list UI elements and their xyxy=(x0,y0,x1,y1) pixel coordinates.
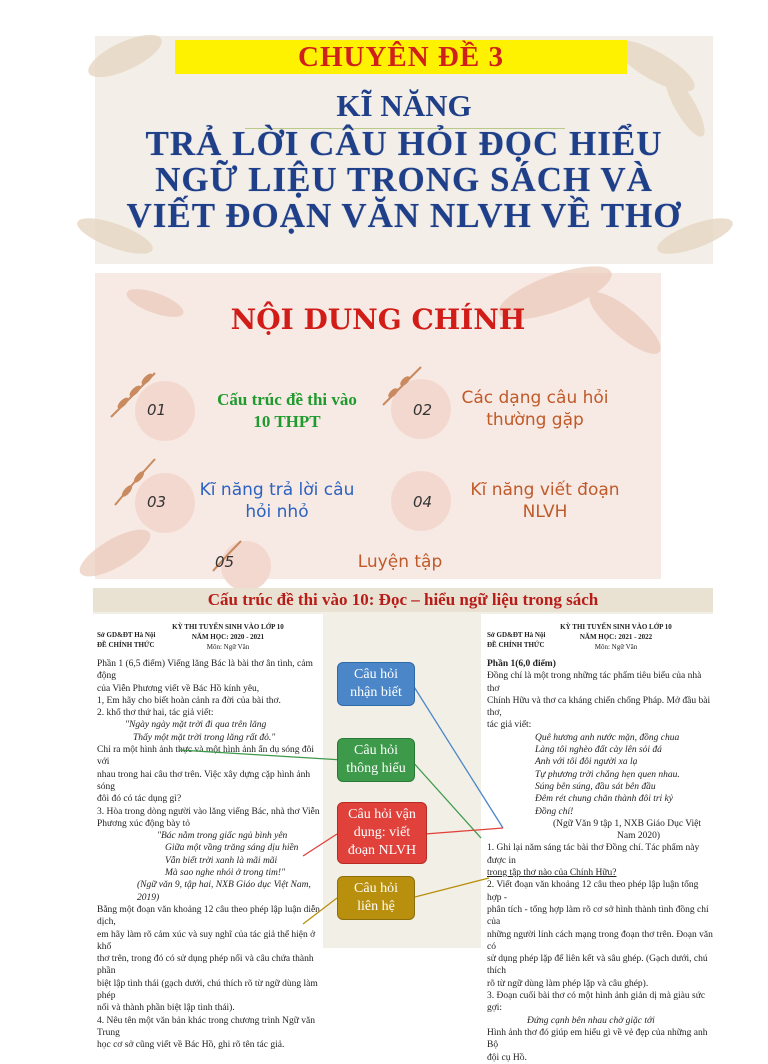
item-label xyxy=(177,479,377,523)
org-line: Sở GD&ĐT Hà Nội xyxy=(487,631,546,639)
source-line: (Ngữ văn 9, tập hai, NXB Giáo dục Việt Nam, 2019) xyxy=(137,880,311,903)
connector-line xyxy=(303,834,337,856)
item-label-line: Kĩ năng trả lời câu xyxy=(199,480,355,500)
text-line: sử dụng phép lặp để liên kết và sâu ghép. (Gạch dưới, chú thích xyxy=(487,954,708,977)
connector-line xyxy=(303,898,337,924)
text-line: 4. Nêu tên một văn bản khác trong chương trình Ngữ văn Trung xyxy=(97,1015,315,1038)
text-line: rõ từ ngữ dùng làm phép lặp và câu ghép). xyxy=(487,978,649,989)
poem-line: "Ngày ngày mặt trời đi qua trên lăng xyxy=(125,720,267,731)
quote-line: Đứng cạnh bên nhau chờ giặc tới xyxy=(527,1015,655,1026)
text-line: Phương xúc động bày tỏ xyxy=(97,818,191,829)
exam-line: KỲ THI TUYỂN SINH VÀO LỚP 10 xyxy=(172,623,284,631)
box-line: Câu hỏi xyxy=(354,667,398,682)
org-line: ĐỀ CHÍNH THỨC xyxy=(97,641,155,649)
text-line: học cơ sở cũng viết về Bác Hồ, ghi rõ tên tác giả. xyxy=(97,1040,285,1051)
source-line: (Ngữ Văn 9 tập 1, NXB Giáo Dục Việt xyxy=(553,818,702,829)
exam-line: KỲ THI TUYỂN SINH VÀO LỚP 10 xyxy=(560,623,672,631)
item-label xyxy=(435,387,635,431)
source-line: Nam 2020) xyxy=(617,831,661,842)
text-line: Chính Hữu và thơ ca kháng chiến chống Pháp. Mở đầu bài thơ, xyxy=(487,695,711,719)
box-line: nhận biết xyxy=(350,685,402,700)
title-line-3: VIẾT ĐOẠN VĂN NLVH VỀ THƠ xyxy=(126,196,682,235)
box-line: đoạn NLVH xyxy=(347,843,417,858)
text-line: 1. Ghi lại năm sáng tác bài thơ Đồng chí. Tác phẩm này được in xyxy=(487,843,700,866)
text-line: đội cụ Hồ. xyxy=(487,1052,527,1063)
item-label-line: Các dạng câu hỏi xyxy=(461,388,609,408)
text-line: những người lính cách mạng trong đoạn thơ trên. Đoạn văn có xyxy=(487,929,713,952)
text-line: của Viễn Phương viết về Bác Hồ kính yêu, xyxy=(97,683,260,694)
text-line: trong tập thơ nào của Chính Hữu? xyxy=(487,868,617,879)
org-line: Sở GD&ĐT Hà Nội xyxy=(97,631,156,639)
text-line: Phần 1 (6,5 điểm) Viếng lăng Bác là bài thơ ân tình, cảm động xyxy=(97,659,313,682)
text-line: nhau trong hai câu thơ trên. Việc xây dựng cặp hình ảnh sóng xyxy=(97,769,311,792)
text-line: 3. Đoạn cuối bài thơ có một hình ảnh giản dị mà giàu sức gợi: xyxy=(487,991,706,1014)
item-number: 04 xyxy=(413,493,433,511)
poem-line: Quê hương anh nước mặn, đồng chua xyxy=(535,732,680,743)
poem-line: Súng bên súng, đầu sát bên đầu xyxy=(535,781,656,792)
item-label-line: Cấu trúc đề thi vào xyxy=(217,390,357,409)
box-line: Câu hỏi vận xyxy=(348,807,416,822)
exam-line: Môn: Ngữ Văn xyxy=(594,643,638,651)
contents-title: NỘI DUNG CHÍNH xyxy=(230,303,526,336)
item-label-line: thường gặp xyxy=(486,410,584,430)
exam-line: NĂM HỌC: 2020 - 2021 xyxy=(191,633,265,641)
text-line: đôi đó có tác dụng gì? xyxy=(97,794,182,805)
item-label-line: 10 THPT xyxy=(253,412,321,431)
text-line: biệt lập tình thái (gạch dưới, chú thích rõ từ ngữ dùng làm phép xyxy=(97,978,318,1002)
text-line: Hình ảnh thơ đó giúp em hiểu gì về vẻ đẹp của những anh Bộ xyxy=(487,1027,708,1051)
text-line: tác giả viết: xyxy=(487,720,532,731)
org-line: ĐỀ CHÍNH THỨC xyxy=(487,641,545,649)
poem-line: Giữa một vầng trăng sáng dịu hiền xyxy=(165,843,299,854)
text-line: Đồng chí là một trong những tác phẩm tiêu biểu của nhà thơ xyxy=(487,671,702,694)
poem-line: Đêm rét chung chăn thành đôi tri kỷ xyxy=(535,794,673,805)
text-line: 3. Hòa trong dòng người vào lăng viếng Bác, nhà thơ Viễn xyxy=(97,806,320,817)
slide-title xyxy=(95,36,713,264)
box-line: Câu hỏi xyxy=(354,881,398,896)
box-line: thông hiểu xyxy=(346,761,406,776)
item-number: 05 xyxy=(215,553,235,571)
text-line: Bằng một đoạn văn khoảng 12 câu theo phép lập luận diễn dịch, xyxy=(97,904,320,928)
poem-line: Tự phương trời chẳng hẹn quen nhau. xyxy=(535,769,680,780)
section-heading: Phần 1(6,0 điểm) xyxy=(487,659,556,669)
box-recognition xyxy=(337,662,415,706)
title-line-2: NGỮ LIỆU TRONG SÁCH VÀ xyxy=(155,160,653,199)
text-line: 1, Em hãy cho biết hoàn cảnh ra đời của bài thơ. xyxy=(97,695,281,706)
text-line: 2. Viết đoạn văn khoảng 12 câu theo phép lập luận tổng hợp - xyxy=(487,880,699,903)
banner xyxy=(175,40,627,74)
item-label-line: hỏi nhỏ xyxy=(245,502,309,522)
box-application xyxy=(337,802,427,864)
banner-title: CHUYÊN ĐỀ 3 xyxy=(298,40,504,73)
poem-line: Mà sao nghe nhói ở trong tim!" xyxy=(165,868,286,879)
item-number: 03 xyxy=(147,493,167,511)
slide-title: Cấu trúc đề thi vào 10: Đọc – hiểu ngữ liệu trong sách xyxy=(207,590,599,609)
box-line: Câu hỏi xyxy=(354,743,398,758)
poem-line: Làng tôi nghèo đất cày lên sỏi đá xyxy=(535,745,662,756)
exam-line: Môn: Ngữ Văn xyxy=(206,643,250,651)
poem-line: "Bác nằm trong giấc ngủ bình yên xyxy=(157,831,288,842)
box-line: dụng: viết xyxy=(353,825,411,840)
box-connection xyxy=(337,876,415,920)
connector-line xyxy=(425,828,503,834)
text-line: nối và thành phần biệt lập tình thái). xyxy=(97,1003,235,1014)
text-line: em hãy làm rõ cảm xúc và suy nghĩ của tác giả thể hiện ở khổ xyxy=(97,929,316,952)
poem-line: Vẫn biết trời xanh là mãi mãi xyxy=(165,855,278,866)
slide-contents xyxy=(95,273,661,579)
poem-line: Đồng chí! xyxy=(535,806,574,817)
connector-line xyxy=(411,878,489,898)
item-label: Luyện tập xyxy=(357,552,443,572)
item-number: 02 xyxy=(413,401,433,419)
exam-line: NĂM HỌC: 2021 - 2022 xyxy=(579,633,653,641)
text-line: Chỉ ra một hình ảnh thực và một hình ảnh ẩn dụ sóng đôi với xyxy=(97,745,315,768)
slide-structure xyxy=(93,588,713,1063)
item-label xyxy=(455,479,635,523)
box-line: liên hệ xyxy=(357,899,395,914)
poem-line: Anh với tôi đôi người xa lạ xyxy=(535,757,638,768)
item-label-line: NLVH xyxy=(522,502,568,522)
item-number: 01 xyxy=(147,401,167,419)
item-label xyxy=(187,389,387,433)
poem-line: Thấy một mặt trời trong lăng rất đỏ." xyxy=(133,732,276,743)
title-line-1: TRẢ LỜI CÂU HỎI ĐỌC HIỂU xyxy=(145,124,663,163)
subtitle: KĨ NĂNG xyxy=(336,88,472,123)
box-comprehension xyxy=(337,738,415,782)
text-line: thơ trên, trong đó có sử dụng phép nối và câu chứa thành phần xyxy=(97,954,314,977)
item-label-line: Kĩ năng viết đoạn xyxy=(470,480,620,500)
text-line: 2. khổ thơ thứ hai, tác giả viết: xyxy=(97,708,214,719)
text-line: phân tích - tổng hợp làm rõ cơ sở hình thành tình đồng chí của xyxy=(487,904,709,928)
connector-line xyxy=(179,750,343,760)
